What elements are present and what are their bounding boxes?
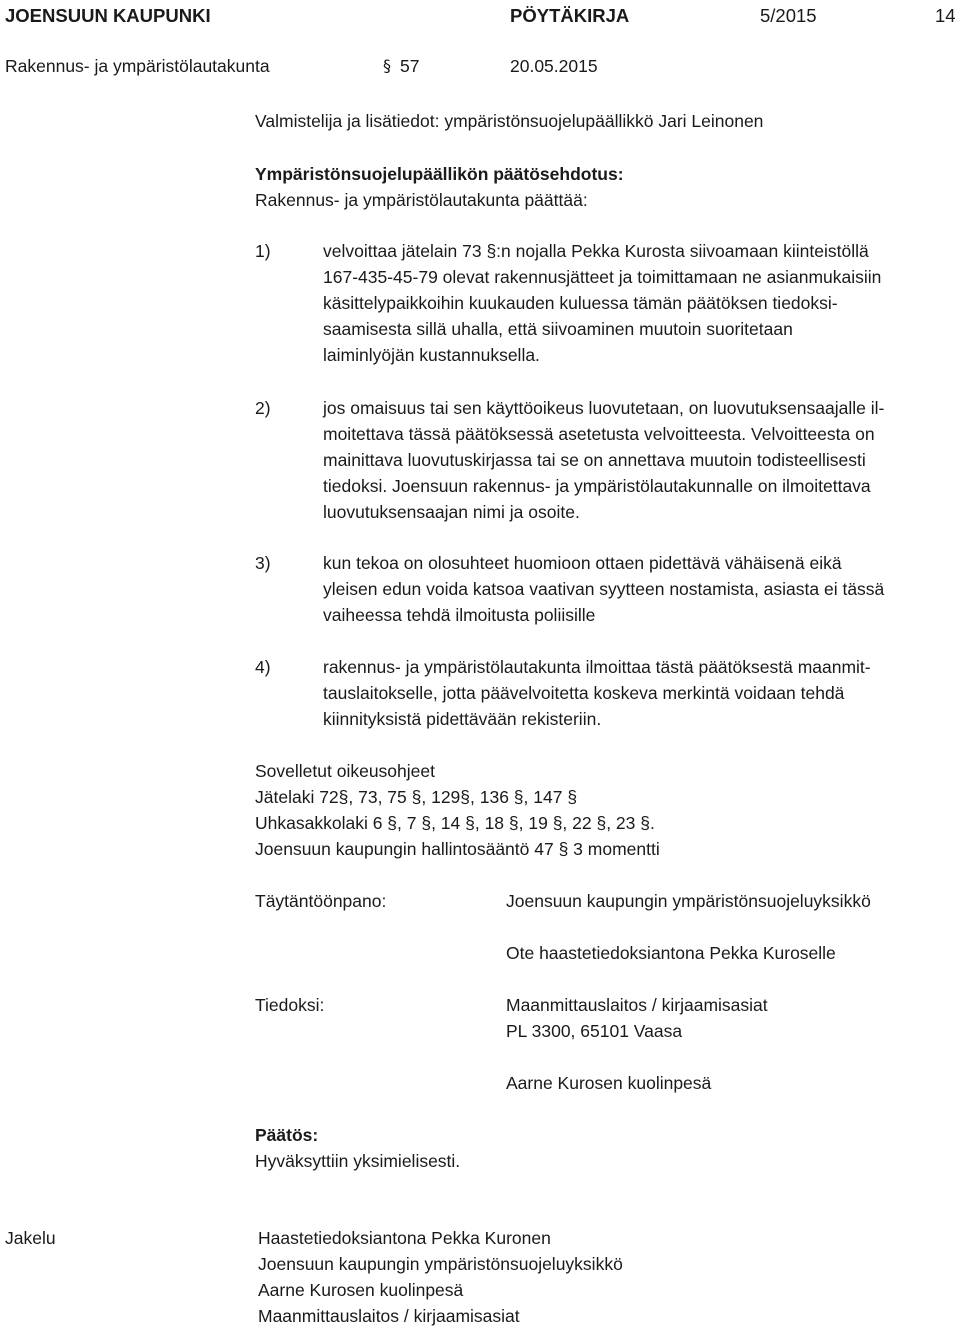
section-number: 57 — [400, 56, 420, 76]
notice-label: Tiedoksi: — [255, 995, 325, 1015]
preparer-info: Valmistelija ja lisätiedot: ympäristönsuojelupäällikkö Jari Leinonen — [255, 111, 764, 131]
item-text — [323, 395, 884, 525]
distribution-recipient: Haastetiedoksiantona Pekka Kuronen — [258, 1228, 551, 1248]
distribution-label: Jakelu — [5, 1228, 56, 1248]
item-line: laiminlyöjän kustannuksella. — [323, 345, 540, 365]
item-text — [323, 238, 881, 368]
item-line: kiinnityksistä pidettävään rekisteriin. — [323, 709, 602, 729]
item-line: jos omaisuus tai sen käyttöoikeus luovutetaan, on luovutuksensaajalle il- — [323, 398, 885, 418]
legal-references — [255, 758, 660, 862]
item-number: 4) — [255, 657, 271, 677]
execution-value: Ote haastetiedoksiantona Pekka Kuroselle — [506, 943, 836, 963]
distribution-recipient: Aarne Kurosen kuolinpesä — [258, 1280, 464, 1300]
notice-line: PL 3300, 65101 Vaasa — [506, 1021, 683, 1041]
section-symbol: § — [383, 56, 391, 75]
item-number: 2) — [255, 398, 271, 418]
distribution-recipient: Joensuun kaupungin ympäristönsuojeluyksikkö — [258, 1254, 623, 1274]
notice-recipients — [506, 992, 768, 1044]
document-subheader — [0, 53, 960, 79]
execution-label: Täytäntöönpano: — [255, 891, 387, 911]
item-text — [323, 654, 871, 732]
item-line: yleisen edun voida katsoa vaativan syytteen nostamista, asiasta ei tässä — [323, 579, 885, 599]
document-header — [0, 3, 960, 29]
item-text — [323, 550, 884, 628]
item-line: 167-435-45-79 olevat rakennusjätteet ja toimittamaan ne asianmukaisiin — [323, 267, 882, 287]
distribution-list — [258, 1225, 623, 1329]
board-name: Rakennus- ja ympäristölautakunta — [5, 56, 270, 76]
legal-line: Jätelaki 72§, 73, 75 §, 129§, 136 §, 147 § — [255, 787, 578, 807]
item-line: rakennus- ja ympäristölautakunta ilmoittaa tästä päätöksestä maanmit- — [323, 657, 871, 677]
item-line: mainittava luovutuskirjassa tai se on annettava muutoin todisteellisesti — [323, 450, 866, 470]
execution-value: Joensuun kaupungin ympäristönsuojeluyksikkö — [506, 891, 871, 911]
document-number: 5/2015 — [760, 5, 817, 26]
legal-line: Uhkasakkolaki 6 §, 7 §, 14 §, 18 §, 19 §, 22 §, 23 §. — [255, 813, 655, 833]
city-name: JOENSUUN KAUPUNKI — [5, 5, 211, 26]
proposal-heading: Ympäristönsuojelupäällikön päätösehdotus: — [255, 164, 624, 184]
item-line: velvoittaa jätelain 73 §:n nojalla Pekka Kurosta siivoamaan kiinteistöllä — [323, 241, 869, 261]
item-line: tiedoksi. Joensuun rakennus- ja ympäristölautakunnalle on ilmoitettava — [323, 476, 871, 496]
item-line: saamisesta sillä uhalla, että siivoaminen muutoin suoritetaan — [323, 319, 793, 339]
decision-heading: Päätös: — [255, 1125, 319, 1145]
decision-text: Hyväksyttiin yksimielisesti. — [255, 1151, 461, 1171]
legal-line: Joensuun kaupungin hallintosääntö 47 § 3 momentti — [255, 839, 660, 859]
notice-line: Maanmittauslaitos / kirjaamisasiat — [506, 995, 768, 1015]
distribution-recipient: Maanmittauslaitos / kirjaamisasiat — [258, 1306, 520, 1326]
document-type: PÖYTÄKIRJA — [510, 5, 630, 26]
item-number: 1) — [255, 241, 271, 261]
item-line: luovutuksensaajan nimi ja osoite. — [323, 502, 580, 522]
item-line: käsittelypaikkoihin kuukauden kuluessa tämän päätöksen tiedoksi- — [323, 293, 838, 313]
meeting-date: 20.05.2015 — [510, 56, 598, 76]
item-number: 3) — [255, 553, 271, 573]
page-number: 14 — [935, 5, 956, 26]
legal-heading: Sovelletut oikeusohjeet — [255, 761, 435, 781]
item-line: vaiheessa tehdä ilmoitusta poliisille — [323, 605, 596, 625]
item-line: moitettava tässä päätöksessä asetetusta velvoitteesta. Velvoitteesta on — [323, 424, 875, 444]
notice-value: Aarne Kurosen kuolinpesä — [506, 1073, 712, 1093]
item-line: tauslaitokselle, jotta päävelvoitetta koskeva merkintä voidaan tehdä — [323, 683, 845, 703]
item-line: kun tekoa on olosuhteet huomioon ottaen pidettävä vähäisenä eikä — [323, 553, 842, 573]
proposal-intro: Rakennus- ja ympäristölautakunta päättää: — [255, 190, 588, 210]
